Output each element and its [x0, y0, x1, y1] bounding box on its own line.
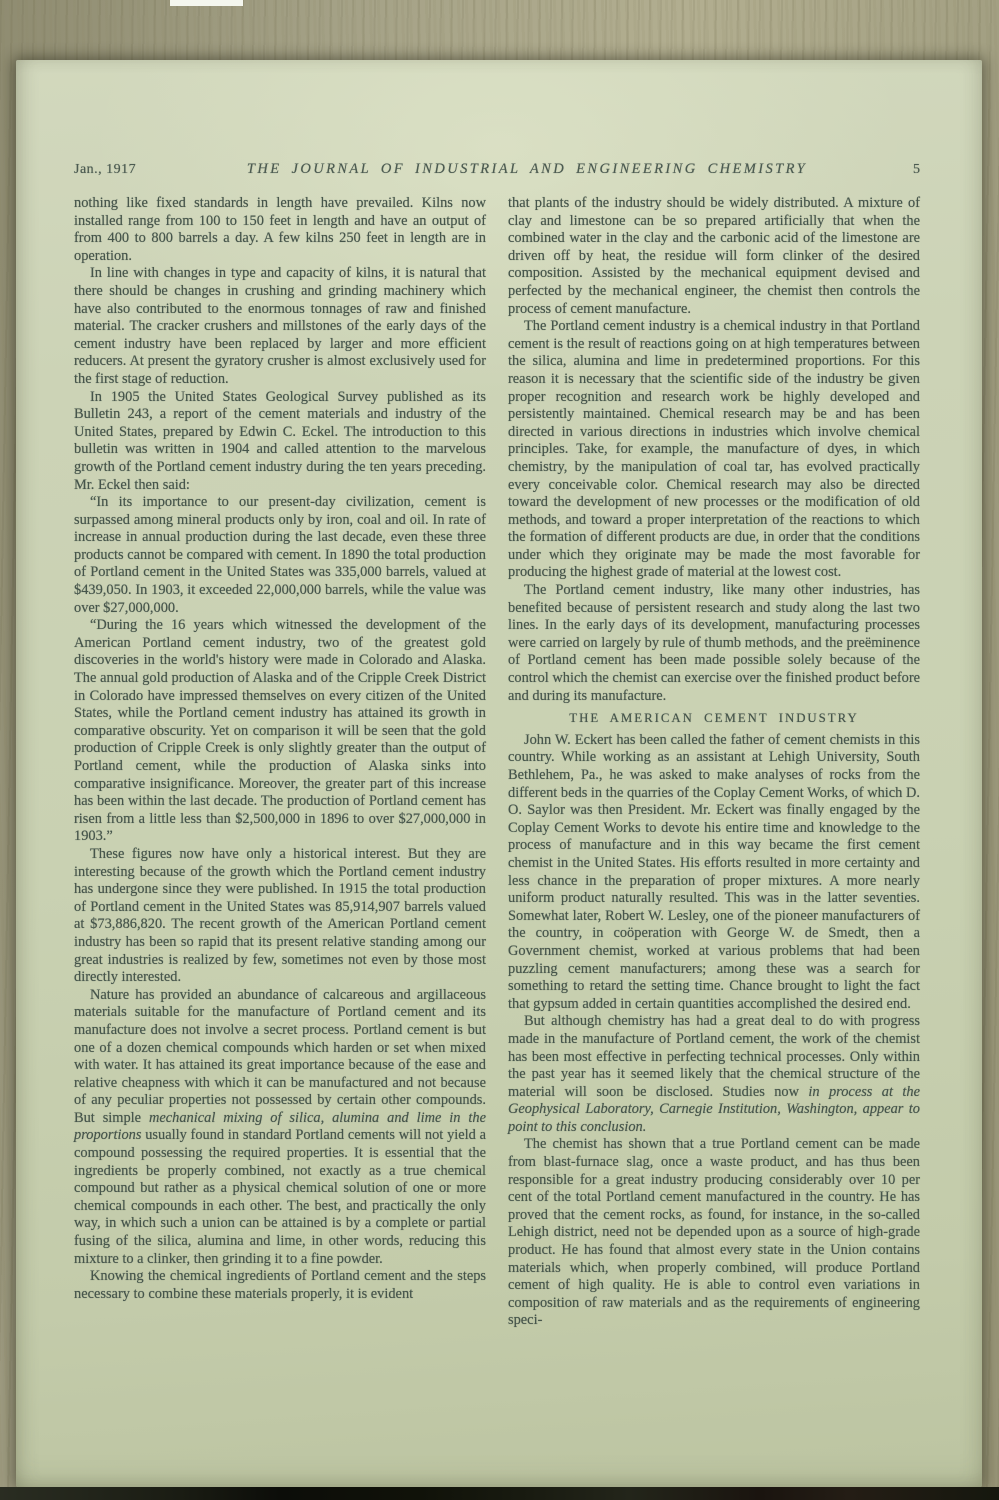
italic-phrase: in process at the Geophysical Laboratory, Carnegie Institution, Washington, appear to point to this conclusion.: [508, 1083, 920, 1135]
italic-phrase: mechanical mixing of silica, alumina and lime in the proportions: [74, 1109, 486, 1144]
section-heading: THE AMERICAN CEMENT INDUSTRY: [569, 711, 859, 726]
paragraph: [508, 1013, 920, 1136]
paragraph: The Portland cement industry is a chemical industry in that Portland cement is the result of reactions going on at high temperatures between the silica, alumina and lime in predetermined proportions. For this reason it is necessary that the scientific side of the industry be given proper recognition and research work be highly developed and persistently maintained. Chemical research may be and has been directed in various directions in industries which involve chemical principles. Take, for example, the manufacture of dyes, in which chemistry, by the manipulation of coal tar, has evolved practically every conceivable color. Chemical research may also be directed toward the development of new processes or the modification of old methods, and toward a proper interpretation of the reactions to which the formation of different products are due, in order that the conditions under which they originate may be made the most favorable for producing the highest grade of material at the lowest cost.: [508, 318, 920, 581]
paragraph: nothing like fixed standards in length have prevailed. Kilns now installed range from 100 to 150 feet in length and have an output of from 400 to 800 barrels a day. A few kilns 250 feet in length are in operation.: [74, 195, 486, 264]
paragraph: These figures now have only a historical interest. But they are interesting because of the growth which the Portland cement industry has undergone since they were published. In 1915 the total production of Portland cement in the United States was 85,914,907 barrels valued at $73,886,820. The recent growth of the American Portland cement industry has been so rapid that its present relative standing among our great industries is realized by few, sometimes not even by those most directly interested.: [74, 845, 486, 986]
right-column: [508, 195, 920, 1330]
paragraph: “In its importance to our present-day civilization, cement is surpassed among mineral products only by iron, coal and oil. In rate of increase in annual production during the last decade, even these three products cannot be compared with cement. In 1890 the total production of Portland cement in the United States was 335,000 barrels, valued at $439,050. In 1903, it exceeded 22,000,000 barrels, while the value was over $27,000,000.: [74, 494, 486, 616]
paragraph: John W. Eckert has been called the father of cement chemists in this country. While working as an assistant at Lehigh University, South Bethlehem, Pa., he was asked to make analyses of rocks from the different beds in the quarries of the Coplay Cement Works, of which D. O. Saylor was then President. Mr. Eckert was finally engaged by the Coplay Cement Works to devote his entire time and knowledge to the process of manufacture and in this way became the first cement chemist in the United States. His efforts resulted in more certainty and less chance in the preparation of proper mixtures. A more nearly uniform product naturally resulted. This was in the latter seventies. Somewhat later, Robert W. Lesley, one of the pioneer manufacturers of the country, in coöperation with George W. de Smedt, then a Government chemist, worked at various problems that had been puzzling cement manufacturers; among these was a search for something to retard the setting time. Chance brought to light the fact that gypsum added in certain quantities accomplished the desired end.: [508, 731, 920, 1012]
page-header: [74, 161, 920, 178]
left-column: [74, 195, 486, 1330]
paragraph: that plants of the industry should be widely distributed. A mixture of clay and limestone can be so prepared artificially that when the combined water in the clay and the carbonic acid of the limestone are driven off by heat, the residue will form clinker of the desired composition. Assisted by the mechanical equipment devised and perfected by the mechanical engineer, the chemist then controls the process of cement manufacture.: [508, 195, 920, 317]
paragraph: The chemist has shown that a true Portland cement can be made from blast-furnace slag, once a waste product, and has thus been responsible for a great industry producing considerably over 10 per cent of the total Portland cement manufactured in the country. He has proved that the cement rocks, as found, for instance, in the so-called Lehigh district, need not be depended upon as a source of high-grade product. He has found that almost every state in the Union contains materials which, when properly combined, will produce Portland cement of high quality. He is able to control even variations in composition of raw materials and as the requirements of engineering speci-: [508, 1136, 920, 1329]
paragraph-segment: But although chemistry has had a great deal to do with progress made in the manufacture of Portland cement, the work of the chemist has been most effective in perfecting technical processes. Only within the past year has it seemed likely that the chemical structure of the material will soon be disclosed. Studies now: [508, 1013, 920, 1100]
journal-title: THE JOURNAL OF INDUSTRIAL AND ENGINEERING CHEMISTRY: [246, 161, 808, 177]
paragraph: In line with changes in type and capacity of kilns, it is natural that there should be changes in crushing and grinding machinery which have also contributed to the enormous tonnages of raw and finished material. The cracker crushers and millstones of the early days of the cement industry have been replaced by larger and more efficient reducers. At present the gyratory crusher is almost exclusively used for the first stage of reduction.: [74, 265, 486, 387]
paragraph: In 1905 the United States Geological Survey published as its Bulletin 243, a report of the cement materials and industry of the United States, prepared by Edwin C. Eckel. The introduction to this bulletin was written in 1904 and called attention to the marvelous growth of the Portland cement industry during the ten years preceding. Mr. Eckel then said:: [74, 388, 486, 493]
desk-shadow-strip: [0, 1487, 999, 1500]
page-number: 5: [913, 162, 920, 177]
issue-date: Jan., 1917: [74, 162, 137, 177]
two-column-text: [74, 195, 920, 1330]
page-content: [16, 60, 982, 1330]
paragraph: Knowing the chemical ingredients of Portland cement and the steps necessary to combine these materials properly, it is evident: [74, 1268, 486, 1302]
paragraph: The Portland cement industry, like many other industries, has benefited because of persistent research and study along the last two lines. In the early days of its development, manufacturing processes were carried on largely by rule of thumb methods, and the preëminence of Portland cement has been made possible solely because of the control which the chemist can exercise over the finished product before and during its manufacture.: [508, 582, 920, 704]
desk-highlight-sliver: [170, 0, 243, 6]
paragraph: [74, 987, 486, 1269]
paragraph-segment: usually found in standard Portland cements will not yield a compound possessing the required properties. It is essential that the ingredients be properly combined, not exactly as a true chemical compound but rather as a physical chemical solution of one or more chemical compounds in each other. The best, and practically the only way, in which such a union can be attained is by a complete or partial fusing of the silica, alumina and lime, in other words, reducing this mixture to a clinker, then grinding it to a fine powder.: [74, 1127, 486, 1267]
paragraph: “During the 16 years which witnessed the development of the American Portland cement industry, two of the greatest gold discoveries in the world's history were made in Colorado and Alaska. The annual gold production of Alaska and of the Cripple Creek District in Colorado have impressed themselves on every citizen of the United States, while the Portland cement industry has attained its growth in comparative obscurity. Yet on comparison it will be seen that the gold production of Cripple Creek is only slightly greater than the output of Portland cement, while the production of Alaska sinks into comparative insignificance. Moreover, the greater part of this increase has been within the last decade. The production of Portland cement has risen from a little less than $2,500,000 in 1896 to over $27,000,000 in 1903.”: [74, 617, 486, 845]
journal-page: [16, 60, 982, 1487]
paragraph-segment: Nature has provided an abundance of calcareous and argillaceous materials suitable for the manufacture of Portland cement and its manufacture does not involve a secret process. Portland cement is but one of a dozen chemical compounds which harden or set when mixed with water. It has attained its great importance because of the ease and relative cheapness with which it can be manufactured and not because of any peculiar properties not possessed by certain other compounds. But simple: [74, 986, 486, 1126]
